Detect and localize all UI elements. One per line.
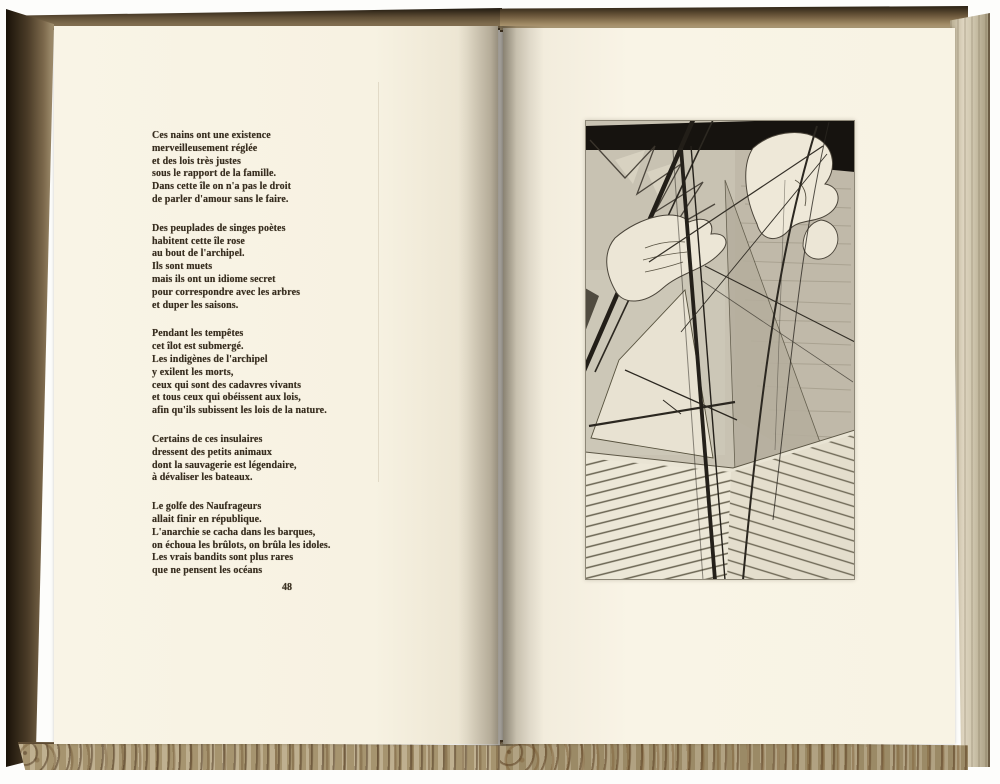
poem-line: Dans cette île on n'a pas le droit — [152, 181, 292, 193]
paper-crease — [378, 82, 379, 482]
poem-line: Ils sont muets — [152, 261, 213, 273]
poem-stanza — [152, 223, 331, 313]
etching-plate — [585, 120, 855, 580]
right-page — [503, 28, 955, 744]
poem-line: afin qu'ils subissent les lois de la nature. — [152, 405, 327, 417]
sailboat-etching-illustration — [585, 120, 855, 580]
poem-stanza — [152, 434, 331, 485]
poem-line: Des peuplades de singes poètes — [152, 222, 286, 234]
poem-line: on échoua les brûlots, on brûla les idoles. — [152, 539, 331, 551]
poem-line: Pendant les tempêtes — [152, 328, 244, 340]
poem-line: et des lois très justes — [152, 155, 241, 167]
poem-line: L'anarchie se cacha dans les barques, — [152, 526, 316, 538]
poem-line: au bout de l'archipel. — [152, 248, 245, 260]
book-cover-right-edge — [950, 13, 990, 767]
poem-line: dressent des petits animaux — [152, 446, 273, 458]
poem-line: mais ils ont un idiome secret — [152, 273, 276, 285]
poem-line: Le golfe des Naufrageurs — [152, 501, 262, 513]
left-page — [54, 26, 498, 744]
book-cover-left-edge — [6, 9, 54, 767]
poem-line: allait finir en république. — [152, 513, 262, 525]
poem-line: merveilleusement réglée — [152, 142, 258, 154]
poem-line: de parler d'amour sans le faire. — [152, 193, 289, 205]
poem-line: ceux qui sont des cadavres vivants — [152, 379, 302, 391]
poem-text — [152, 130, 331, 594]
poem-line: Ces nains ont une existence — [152, 130, 271, 141]
poem-line: pour correspondre avec les arbres — [152, 286, 301, 298]
poem-line: y exilent les morts, — [152, 366, 234, 378]
poem-line: et tous ceux qui obéissent aux lois, — [152, 392, 301, 404]
poem-line: et duper les saisons. — [152, 299, 239, 311]
poem-line: que ne pensent les océans — [152, 565, 263, 577]
poem-stanza — [152, 328, 331, 418]
poem-line: dont la sauvagerie est légendaire, — [152, 459, 297, 471]
book-bottom-deckle-right — [500, 740, 968, 770]
poem-line: sous le rapport de la famille. — [152, 168, 277, 180]
book-bottom-deckle-left — [18, 742, 502, 770]
poem-line: cet îlot est submergé. — [152, 341, 244, 353]
page-number: 48 — [282, 582, 292, 593]
poem-line: Les indigènes de l'archipel — [152, 353, 268, 365]
poem-line: à dévaliser les bateaux. — [152, 472, 253, 484]
poem-line: Les vrais bandits sont plus rares — [152, 552, 294, 564]
poem-line: habitent cette île rose — [152, 235, 245, 247]
poem-stanza — [152, 501, 331, 578]
poem-line: Certains de ces insulaires — [152, 433, 263, 445]
poem-stanza — [152, 130, 331, 207]
